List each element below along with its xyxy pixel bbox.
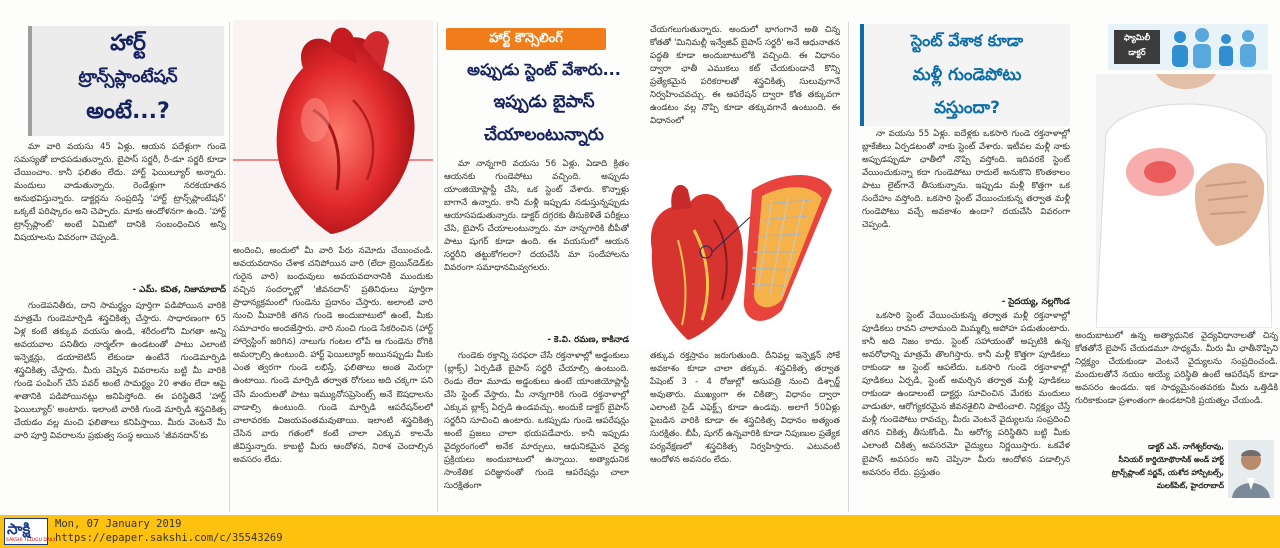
article-1-column-1 — [14, 0, 226, 515]
article-3-headline-line-2: మళ్లీ గుండెపోటు — [912, 65, 1022, 85]
article-2-headline-line-3: చేయాలంటున్నారు — [484, 125, 604, 145]
article-3-answer — [862, 310, 1070, 512]
article-1-headline-line-1: హార్ట్ — [110, 31, 146, 56]
logo-subtext: SAKSHI TELUGU DAILY — [6, 538, 56, 543]
article-3-headline-line-1: స్టెంట్ వేశాక కూడా — [910, 31, 1024, 50]
article-3-right-paragraph: అందుబాటులో ఉన్న అత్యాధునిక వైద్యవిధానాలతో చిన్న కోతతోనే బైపాస్ చేయడమూ సాధ్యమే. మీరు మీ ఛాతీనొప్పిని నిర్లక్ష్యం చేయకుండా వెంటనే వైద్యులను సంప్రదించండి. మందులతోనే నయం అయ్యే పరిస్థితి ఉంటే ఆపరేషన్ కూడా అవసరం ఉండదు. ఇక సాధ్యమైనంతవరకు మీరు ఒత్తిడికి గురికాకుండా ప్రశాంతంగా ఉండటానికి ప్రయత్నం చేయండి. — [1075, 331, 1278, 407]
article-2-column-2-lower — [650, 350, 840, 512]
doctor-photo — [1228, 440, 1274, 498]
heart-stent-icon — [632, 160, 844, 348]
chest-pain-figure-icon — [1096, 74, 1272, 328]
column-divider — [848, 22, 849, 512]
article-1-question — [14, 141, 226, 259]
article-3-question — [862, 128, 1070, 304]
article-2-question — [444, 158, 629, 340]
family-people-icon — [1166, 25, 1266, 69]
article-3-headline-line-3: వస్తుందా? — [933, 98, 1001, 118]
article-2-column-2-lower-paragraph: తక్కువ రక్తస్రావం జరుగుతుంది. దీనివల్ల ఇన్ఫెక్షన్ సోకే అవకాశం కూడా చాలా తక్కువ. శస్త్రచికిత్స తర్వాత పేషెంట్ 3 - 4 రోజుల్లో ఆసుపత్రి నుంచి డిశ్చార్జ్ అవుతారు. ముఖ్యంగా ఈ చికిత్సా విధానం ద్వారా ఎలాంటి సైడ్ ఎఫెక్ట్స్ కూడా ఉండవు. అలాగే 50ఏళ్లు పైబడిన వారికి కూడా ఈ శస్త్రచికిత్స విధానం అత్యంత సురక్షితం. బీపీ, షుగర్ ఉన్నవారికి కూడా నిపుణుల ప్రత్యేక పర్యవేక్షణలో శస్త్రచికిత్స నిర్వహిస్తారు. ఎటువంటి ఆందోళన అవసరం లేదు. — [650, 351, 840, 466]
article-2-kicker-label: హార్ట్ కౌన్సెలింగ్ — [489, 31, 563, 46]
article-3-question-paragraph: నా వయసు 55 ఏళ్లు. ఐదేళ్లకు ఒకసారి గుండె రక్తనాళాల్లో బ్లాకేజీలు ఏర్పడటంతో నాకు స్టెంట్ వేశారు. ఇటీవల మళ్లీ నాకు అప్పుడప్పుడూ ఛాతీలో నొప్పి వస్తోంది. ఇదివరకే స్టెంట్ వేయించుకున్నా కదా గుండెపోటు రాదులే అనుకొని కొంతకాలం పాటు లైట్‌గానే తీసుకున్నాను. ఇప్పుడు మళ్లీ కొత్తగా ఒక సందేహం వస్తోంది. ఒకసారి స్టెంట్ వేయించుకున్న తర్వాత మళ్లీ గుండెపోటు వచ్చే అవకాశం ఉందా? దయచేసి వివరంగా చెప్పండి. — [862, 129, 1070, 231]
article-2-answer-paragraph: గుండెకు రక్తాన్ని సరఫరా చేసే రక్తనాళాల్లో అడ్డంకులు (బ్లాక్స్) ఏర్పడితే బైపాస్ సర్జరీ చేయాల్సి ఉంటుంది. రెండు లేదా మూడు అడ్డంకులు ఉంటే యాంజియోప్లాస్టీ చేసి స్టెంట్ వేస్తారు. మీ నాన్నగారికి గుండె రక్తనాళాల్లో ఎక్కువ బ్లాక్స్ ఏర్పడి ఉండవచ్చు. అందుకే డాక్టర్ బైపాస్ సర్జరీని సూచించి ఉంటారు. ఒకప్పుడు గుండె ఆపరేషన్లు అంటే ప్రజలు చాలా భయపడేవారు. కానీ ఇప్పుడు వైద్యరంగంలో అనేక మార్పులు, ఆధునికమైన వైద్య ప్రక్రియలు అందుబాటులో ఉన్నాయి. అత్యాధునిక సాంకేతిక పరిజ్ఞానంతో గుండె ఆపరేషన్లు చాలా సురక్షితంగా — [444, 351, 629, 492]
doctor-portrait-icon — [1228, 440, 1274, 498]
badge-top-text: ఫ్యామిలీ — [1123, 33, 1151, 42]
article-2-column-2-paragraph: చేయగలుగుతున్నారు. అందులో భాగంగానే అతి చిన్న కోతతో 'మినిమల్లీ ఇన్వేజివ్ బైపాస్ సర్జరీ' అనే ఆధునాతన పద్ధతి కూడా అందుబాటులోకి వచ్చింది. ఈ విధానం ద్వారా ఛాతీ ఎముకలు కట్ చేయకుండానే కొన్ని ప్రత్యేకమైన పరికరాలతో శస్త్రచికిత్స సులువుగానే నిర్వహించవచ్చు. ఈ ఆపరేషన్ ద్వారా కోత తక్కువగా ఉండటం వల్ల నొప్పి కూడా తక్కువగానే ఉంటుంది. ఈ విధానంలో — [650, 25, 840, 127]
article-1-headline-line-2: ట్రాన్స్‌ప్లాంటేషన్ — [78, 67, 178, 87]
article-2-question-paragraph: మా నాన్నగారి వయసు 56 ఏళ్లు. ఏడాది క్రితం ఆయనకు గుండెపోటు వచ్చింది. అప్పుడు యాంజియోప్లాస్టీ చేసి, ఒక స్టెంట్ వేశారు. కొన్నాళ్లు బాగానే ఉన్నారు. కానీ మళ్లీ ఇప్పుడు నడుస్తున్నప్పుడు ఆయాసపడుతున్నారు. డాక్టర్ దగ్గరకు తీసుకెళితే పరీక్షలు చేసి, బైపాస్ చేయాలంటున్నారు. మా నాన్నగారికి బీపీతో పాటు షుగర్ కూడా ఉంది. ఈ వయసులో ఆయన సర్జరీని తట్టుకోగలరా? దయచేసి మా సందేహాలను వివరంగా సమాధానమివ్వగలరు. — [444, 159, 629, 274]
article-3-question-signature: - సైదయ్య, నల్లగొండ — [1001, 297, 1070, 307]
doctor-location: మలక్‌పేట్, హైదరాబాద్ — [1156, 481, 1224, 490]
article-1-question-signature: - ఎమ్. కవిత, నిజామాబాద్ — [132, 285, 226, 295]
heart-illustration — [233, 20, 433, 242]
article-3-headline-box — [860, 24, 1070, 126]
footer-url-link[interactable]: https://epaper.sakshi.com/c/35543269 — [55, 532, 283, 544]
logo-text: సాక్షి — [7, 520, 31, 538]
article-3-right-column — [1075, 330, 1278, 434]
doctor-title: సీనియర్ కార్డియోథొరాసిక్ అండ్ హార్ట్ — [1118, 455, 1224, 464]
family-doctor-badge-label — [1114, 30, 1160, 64]
doctor-role: ట్రాన్స్‌ప్లాంట్ సర్జన్, యశోద హాస్పిటల్స్, — [1111, 468, 1224, 477]
article-2-kicker — [446, 28, 606, 50]
doctor-name: డాక్టర్ ఎన్. నాగేశ్వర్‌రావు, — [1148, 442, 1224, 451]
sakshi-logo[interactable] — [4, 518, 56, 545]
heart-organ-icon — [233, 20, 433, 242]
article-1-answer-paragraph: గుండెపనితీరు, దాని సామర్థ్యం పూర్తిగా పడిపోయిన వారికి మాత్రమే గుండెమార్పిడి శస్త్రచికిత్స చేస్తారు. సాధారణంగా 65 ఏళ్ల కంటే తక్కువ వయసు ఉండి, శరీరంలోని మిగతా అన్ని అవయవాల పనితీరు నార్మల్‌గా ఉండటంతో పాటు ఎలాంటి ఇన్ఫెక్షన్లు, డయాబెటిస్ లేకుండా ఉంటేనే గుండెమార్పిడి శస్త్రచికిత్స చేస్తారు. మీరు చెప్పిన వివరాలను బట్టి మీ వారికి గుండె పంపింగ్ చేసే పవర్ అంటే సామర్థ్యం 20 శాతం లేదా ఆపై శాతానికి పడిపోయినట్లు అనిపిస్తోంది. ఈ పరిస్థితినే 'హార్ట్ ఫెయిల్యూర్' అంటారు. ఇలాంటి వారికి గుండె మార్పిడి శస్త్రచికిత్స చేయడం వల్ల మంచి ఫలితాలు కనిపిస్తాయి. మీరు వెంటనే మీ వారి పూర్తి వివరాలను ప్రభుత్వ సంస్థ అయిన 'జీవనదాన్'కు — [14, 301, 226, 442]
article-1-continuation-paragraph: అందించి, అందులో మీ వారి పేరు నమోదు చేయించండి. అవయవదానం చేశాక చనిపోయిన వారి (లేదా బ్రెయిన్‌డెడ్‌కు గురైన వారి) బంధువులు అవయవదానానికి ముందుకు వచ్చిన సందర్భాల్లో 'జీవనదాన్' ప్రతినిధులు పూర్తిగా ప్రాధాన్యక్రమంలో గుండెను ప్రదానం చేస్తారు. అలాంటి వారి నుంచి మీవారికి తగిన గుండె అందుబాటులో ఉంటే, మీకు సమాచారం అందజేస్తారు. వారి నుంచి గుండె సేకరించిన (హార్ట్ హార్వెస్టింగ్ జరిగిన) నాలుగు గంటల లోపే ఆ గుండెను రోగికి అమర్చాల్సి ఉంటుంది. హార్ట్ ఫెయిల్యూర్ అయినప్పుడు మీకు ఎంత త్వరగా గుండె లభిస్తే, ఫలితాలు అంత మెరుగ్గా ఉంటాయి. గుండె మార్పిడి తర్వాత రోగులు అది చక్కగా పని చేసే మందులతో పాటు ఇమ్యునోసప్రెసెంట్స్ అనే ఔషధాలను వాడాల్సి ఉంటుంది. గుండె మార్పిడి ఆపరేషన్‌లలో చాలావరకు విజయవంతమవుతాయి. ఇలాంటి శస్త్రచికిత్స చేసిన వారు గతంలో కంటే చాలా ఎక్కువ కాలమే జీవిస్తున్నారు. కాబట్టి మీరు ఆందోళన, నిరాశ చెందాల్సిన అవసరం లేదు. — [233, 246, 433, 465]
article-3-answer-paragraph: ఒకసారి స్టెంట్ వేయించుకున్న తర్వాత మళ్లీ రక్తనాళాల్లో పూడికలు రావని చాలామంది మిమ్మల్ని అపోహ పడుతుంటారు. కానీ అది నిజం కాదు. స్టెంట్ సహాయంతో అప్పటికి ఉన్న అవరోధాన్ని మాత్రమే తొలగిస్తారు. కానీ మళ్లీ కొత్తగా పూడికలు రాకుండా ఆ స్టెంట్ ఆపలేదు. ఒకసారి గుండె రక్తనాళాల్లో పూడికలు ఏర్పడి, స్టెంట్ అమర్చిన తర్వాత మళ్లీ పూడికలు రాకుండా ఉండాలంటే డాక్టర్లు సూచించిన మేరకు మందులు వాడుతూ, ఆరోగ్యకరమైన జీవనశైలిని పాటించాలి. నిర్లక్ష్యం చేస్తే మళ్లీ గుండెపోటు రావచ్చు. మీరు వెంటనే వైద్యులను సంప్రదించి తగిన చికిత్స తీసుకోండి. మీ ఆరోగ్య పరిస్థితిని బట్టి మీకు ఎలాంటి చికిత్స అవసరమో వైద్యులు నిర్ణయిస్తారు. ఒకవేళ బైపాస్ అవసరం అని చెప్పినా మీరు ఆందోళన పడాల్సిన అవసరం లేదు. ప్రస్తుతం — [862, 311, 1070, 478]
article-2-column-2-upper — [650, 24, 840, 156]
article-2-headline-line-2: ఇప్పుడు బైపాస్ — [493, 92, 595, 112]
doctor-signature — [1074, 440, 1224, 510]
article-1-headline-line-3: అంటే...? — [86, 99, 170, 124]
article-1-question-paragraph: మా వారి వయసు 45 ఏళ్లు. ఆయన పదేళ్లుగా గుండె సమస్యతో బాధపడుతున్నారు. బైపాస్ సర్జరీ, రీ-డూ సర్జరీ కూడా చేయించాం. కానీ ఫలితం లేదు. హార్ట్ ఫెయిల్యూర్ అన్నారు. మందులు వాడుతున్నారు. రెండేళ్లుగా నరకయాతన అనుభవిస్తున్నారు. డాక్టర్లను సంప్రదిస్తే 'హార్ట్ ట్రాన్స్‌ప్లాంటేషన్' ఒక్కటే పరిష్కారం అని చెప్పారు. మాకు ఆందోళనగా ఉంది. 'హార్ట్ ట్రాన్స్‌ప్లాంట్' అంటే ఏమిటో దానికి సంబంధించిన అన్ని విషయాలను వివరంగా చెప్పండి. — [14, 142, 226, 244]
article-1-continuation — [233, 245, 433, 512]
stent-heart-illustration — [632, 160, 844, 348]
chest-pain-photo — [1096, 74, 1272, 328]
article-2-answer — [444, 350, 629, 512]
badge-bottom-text: డాక్టర్ — [1128, 48, 1146, 57]
article-2-headline-line-1: అప్పుడు స్టెంట్ వేశారు... — [467, 60, 621, 79]
article-1-answer — [14, 300, 226, 512]
family-doctor-badge — [1108, 24, 1268, 70]
footer-bar — [0, 515, 1280, 548]
column-divider — [229, 22, 230, 512]
article-2-headline — [440, 54, 648, 156]
footer-date: Mon, 07 January 2019 — [55, 518, 182, 530]
column-divider — [437, 22, 438, 512]
article-1-headline-box — [28, 26, 224, 136]
article-2-question-signature: - కె.వి. రమణ, కాకినాడ — [547, 335, 629, 345]
